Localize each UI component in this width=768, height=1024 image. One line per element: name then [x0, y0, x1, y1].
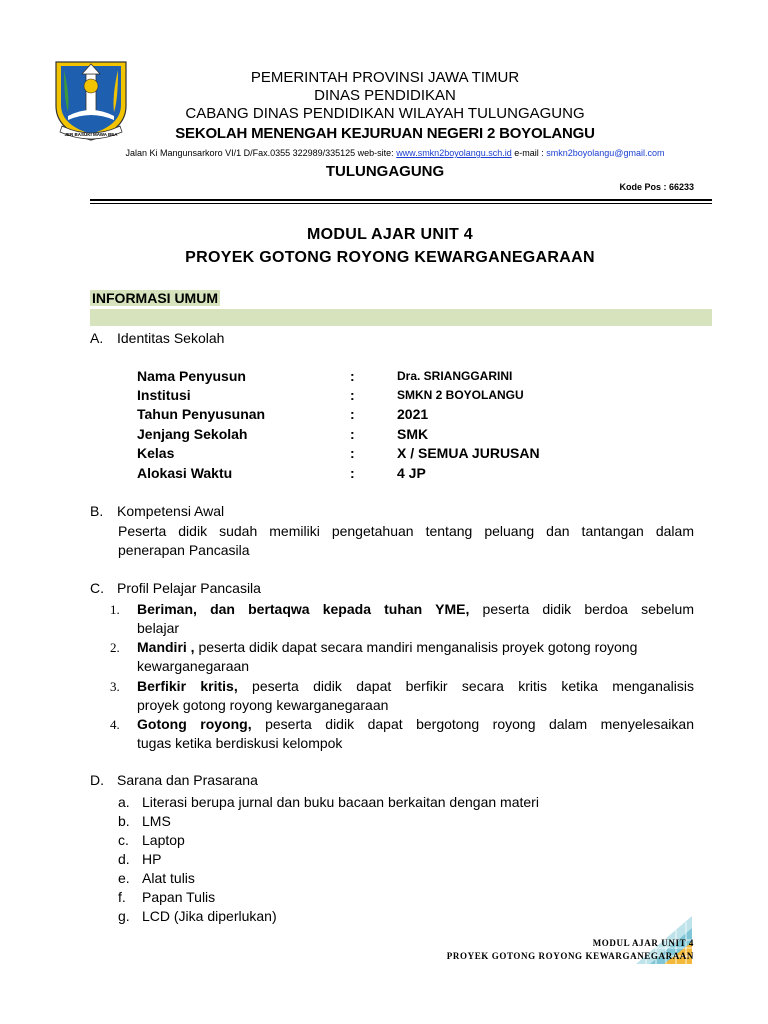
school-city: TULUNGAGUNG [325, 163, 445, 180]
item-number: 3. [110, 679, 120, 694]
identity-value: SMK [397, 426, 429, 442]
item-line-1 [137, 715, 694, 734]
logo-motto: JER BASUKI MAWA BEA [64, 132, 118, 137]
identity-label: Alokasi Waktu [137, 465, 233, 481]
identity-value: X / SEMUA JURUSAN [397, 445, 540, 461]
letterhead-line-3: CABANG DINAS PENDIDIKAN WILAYAH TULUNGAGUNG [185, 105, 585, 122]
item-line-1 [137, 677, 694, 696]
letterhead-rule-thick [90, 199, 712, 201]
item-line-2: belajar [137, 620, 180, 636]
item-number: 4. [110, 717, 120, 732]
item-letter: a. [118, 794, 130, 810]
section-c-heading [90, 580, 261, 596]
identity-label: Nama Penyusun [137, 368, 246, 384]
info-umum-bar [90, 309, 712, 326]
item-number: 2. [110, 640, 120, 655]
email-label: e-mail : [511, 148, 547, 158]
module-title: MODUL AJAR UNIT 4 [307, 226, 473, 243]
item-text: peserta didik dapat secara mandiri menganalisis proyek gotong royong [194, 639, 638, 655]
module-subtitle: PROYEK GOTONG ROYONG KEWARGANEGARAAN [185, 249, 595, 266]
item-text: LMS [142, 813, 171, 829]
section-a-heading [90, 330, 224, 346]
letterhead-line-1: PEMERINTAH PROVINSI JAWA TIMUR [250, 69, 520, 86]
identity-value: 4 JP [397, 465, 426, 481]
item-text: Laptop [142, 832, 185, 848]
footer-title: MODUL AJAR UNIT 4 [592, 938, 694, 948]
info-umum-heading: INFORMASI UMUM [92, 290, 218, 306]
item-letter: f. [118, 889, 126, 905]
item-line-2: kewarganegaraan [137, 658, 250, 674]
letterhead-rule-thin [90, 203, 712, 204]
item-bold: Beriman, dan bertaqwa kepada tuhan YME, [137, 601, 470, 617]
item-letter: g. [118, 908, 130, 924]
identity-label: Kelas [137, 445, 175, 461]
section-d-heading [90, 772, 258, 788]
identity-value: 2021 [397, 406, 429, 422]
item-text: Papan Tulis [142, 889, 216, 905]
item-text: Literasi berupa jurnal dan buku bacaan berkaitan dengan materi [142, 794, 539, 810]
section-letter: D. [90, 772, 104, 788]
identity-label: Institusi [137, 387, 191, 403]
item-line-2: proyek gotong royong kewarganegaraan [137, 697, 389, 713]
email-address[interactable]: smkn2boyolangu@gmail.com [546, 148, 665, 158]
kompetensi-awal-line-1: Peserta didik sudah memiliki pengetahuan tentang peluang dan tantangan dalam [118, 523, 694, 539]
item-bold: Mandiri , [137, 639, 195, 655]
item-bold: Gotong royong, [137, 716, 252, 732]
address-text: Jalan Ki Mangunsarkoro VI/1 D/Fax.0355 322989/335125 web-site: [125, 148, 397, 158]
item-text: peserta didik dapat bergotong royong dalam menyelesaikan [251, 716, 694, 732]
kompetensi-awal-line-2: penerapan Pancasila [118, 542, 250, 558]
letterhead-line-2: DINAS PENDIDIKAN [314, 87, 456, 104]
east-java-province-logo [50, 56, 132, 142]
item-text: peserta didik dapat berfikir secara kritis ketika menganalisis [237, 678, 694, 694]
identity-colon: : [350, 368, 355, 384]
section-letter: B. [90, 503, 104, 519]
item-letter: b. [118, 813, 130, 829]
identity-value: SMKN 2 BOYOLANGU [397, 388, 524, 402]
item-letter: e. [118, 870, 130, 886]
section-b-heading [90, 503, 224, 519]
identity-label: Tahun Penyusunan [137, 406, 266, 422]
school-name: SEKOLAH MENENGAH KEJURUAN NEGERI 2 BOYOLANGU [175, 125, 595, 142]
identity-value: Dra. SRIANGGARINI [397, 369, 513, 383]
item-bold: Berfikir kritis, [137, 678, 238, 694]
website-link[interactable]: www.smkn2boyolangu.sch.id [396, 148, 512, 158]
school-address [60, 148, 730, 158]
section-title: Profil Pelajar Pancasila [117, 580, 261, 596]
footer-subtitle: PROYEK GOTONG ROYONG KEWARGANEGARAAN [446, 951, 694, 961]
item-letter: c. [118, 832, 129, 848]
item-line-1 [137, 600, 694, 619]
section-title: Kompetensi Awal [117, 503, 225, 519]
item-text: peserta didik berdoa sebelum [469, 601, 694, 617]
identity-colon: : [350, 426, 355, 442]
identity-colon: : [350, 465, 355, 481]
section-title: Identitas Sekolah [117, 330, 225, 346]
item-text: Alat tulis [142, 870, 195, 886]
item-text: HP [142, 851, 162, 867]
identity-colon: : [350, 387, 355, 403]
item-text: LCD (Jika diperlukan) [142, 908, 277, 924]
identity-label: Jenjang Sekolah [137, 426, 248, 442]
section-letter: C. [90, 580, 104, 596]
item-line-2: tugas ketika berdiskusi kelompok [137, 735, 343, 751]
item-letter: d. [118, 851, 130, 867]
postal-code: Kode Pos : 66233 [619, 182, 694, 192]
item-number: 1. [110, 602, 120, 617]
identity-colon: : [350, 445, 355, 461]
section-letter: A. [90, 330, 104, 346]
section-title: Sarana dan Prasarana [117, 772, 258, 788]
identity-colon: : [350, 406, 355, 422]
item-line-1 [137, 638, 694, 657]
